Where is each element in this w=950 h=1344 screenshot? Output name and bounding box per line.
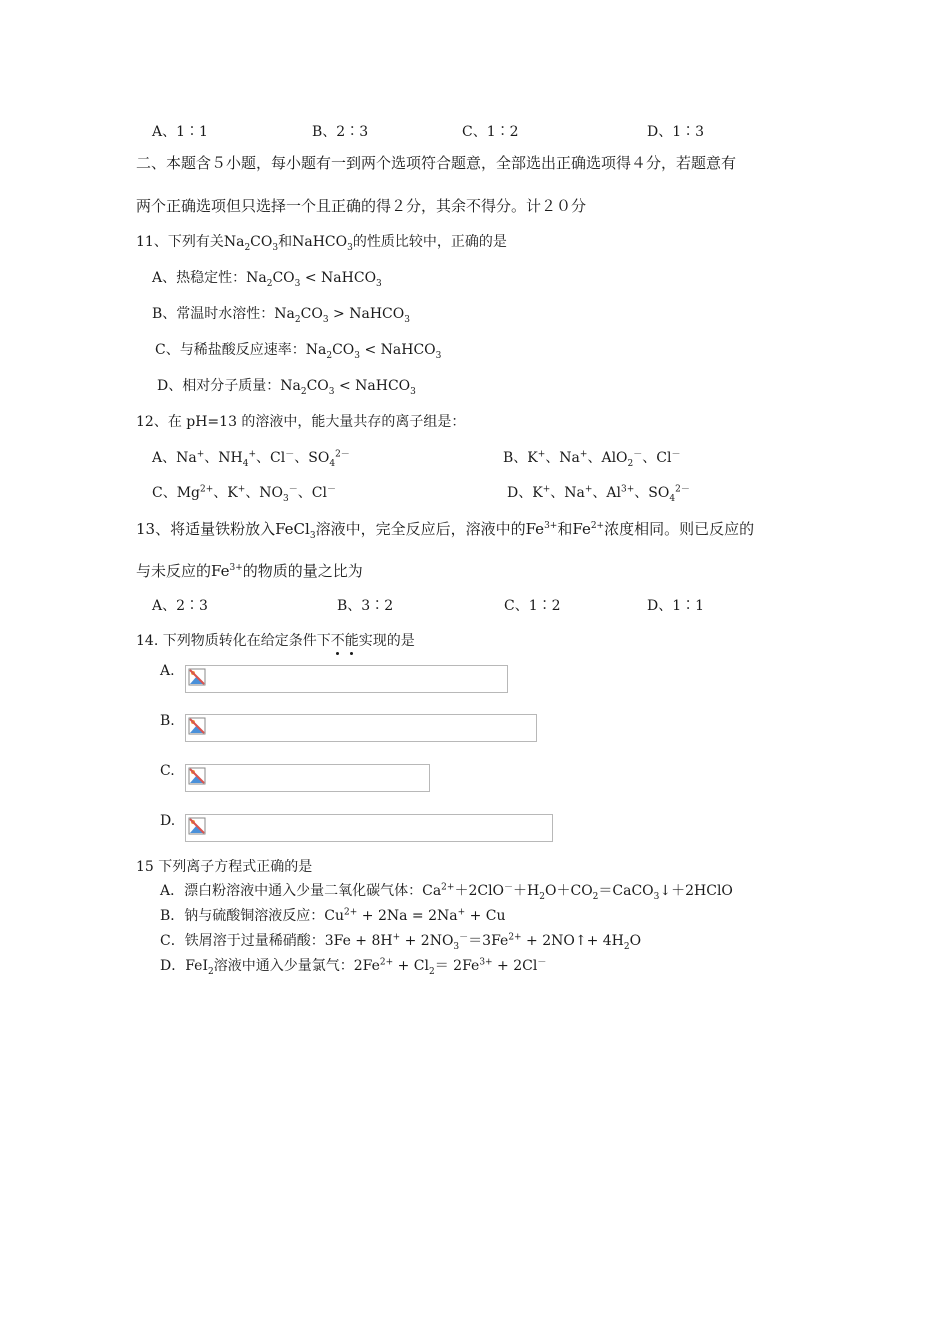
q11-option-c: C、与稀盐酸反应速率：$Na_2CO_3$ < NaHCO$_3$ xyxy=(155,342,442,361)
q13-option-a: A、2∶3 xyxy=(152,598,208,614)
q12-option-d-label: D、 xyxy=(507,485,533,501)
section2-line2: 两个正确选项但只选择一个且正确的得２分，其余不得分。计２０分 xyxy=(136,197,587,215)
q11-lt: < xyxy=(360,342,381,358)
broken-image-icon xyxy=(188,767,206,785)
q13-option-c: C、1∶2 xyxy=(504,598,561,614)
q13-option-b: B、3∶2 xyxy=(337,598,394,614)
q13-stem1-d: 浓度相同。则已反应的 xyxy=(604,520,755,538)
q10-option-c: C、1∶2 xyxy=(462,124,519,140)
q14-option-a-label: A. xyxy=(160,663,175,679)
q11-option-a: A、热稳定性：$Na_2CO_3$ < NaHCO$_3$ xyxy=(152,270,382,289)
q10-option-b: B、2∶3 xyxy=(312,124,369,140)
q10-option-a: A、1∶1 xyxy=(152,124,208,140)
q13-stem1-b: 溶液中，完全反应后，溶液中的 xyxy=(315,520,526,538)
q15-option-d: D．FeI$_2$溶液中通入少量氯气：$2Fe^{2+} + Cl_2= 2Fe^{3+} + 2Cl^-$ xyxy=(160,957,547,977)
q11-stem-text-c: 的性质比较中，正确的是 xyxy=(352,234,507,250)
q11-option-d-label: D、相对分子质量： xyxy=(157,378,281,394)
q12-option-b: B、K+、Na+、AlO$_2$－、Cl－ xyxy=(503,449,681,469)
q11-gt: > xyxy=(328,306,350,322)
q15-option-c-label: C．铁屑溶于过量稀硝酸： xyxy=(160,933,325,949)
q11-stem: 11、下列有关$Na_2CO_3$和NaHCO$_3$的性质比较中，正确的是 xyxy=(136,234,507,253)
q12-option-c: C、$Mg^{2+}$、K+、$NO_3^-$、Cl－ xyxy=(152,484,337,504)
q11-stem-text-a: 11、下列有关 xyxy=(136,234,224,250)
q14-option-b-label: B. xyxy=(160,713,175,729)
q13-stem-line1: 13、将适量铁粉放入FeCl$_3$溶液中，完全反应后，溶液中的$Fe^{3+}$和$Fe^{2+}$浓度相同。则已反应的 xyxy=(136,520,755,541)
q11-lt: < xyxy=(300,270,322,286)
q15-option-a-label: A．漂白粉溶液中通入少量二氧化碳气体： xyxy=(160,883,423,899)
q15-option-b-label: B．钠与硫酸铜溶液反应： xyxy=(160,908,325,924)
q11-option-c-label: C、与稀盐酸反应速率： xyxy=(155,342,306,358)
q14-option-b-image xyxy=(185,714,537,742)
q13-stem1-a: 13、将适量铁粉放入 xyxy=(136,520,276,538)
q14-stem xyxy=(136,631,415,651)
q13-stem1-c: 和 xyxy=(557,520,573,538)
q10-option-d: D、1∶3 xyxy=(647,124,705,140)
q11-option-b-label: B、常温时水溶性： xyxy=(152,306,275,322)
broken-image-icon xyxy=(188,717,206,735)
q14-option-c-label: C. xyxy=(160,763,175,779)
q15-option-d-label: D． xyxy=(160,958,186,974)
q14-option-d-image xyxy=(185,814,553,842)
q11-option-b: B、常温时水溶性：$Na_2CO_3$ > NaHCO$_3$ xyxy=(152,306,410,325)
q14-option-d-label: D. xyxy=(160,813,176,829)
q11-option-d: D、相对分子质量：$Na_2CO_3$ < NaHCO$_3$ xyxy=(157,378,416,397)
q13-option-d: D、1∶1 xyxy=(647,598,705,614)
q11-option-a-label: A、热稳定性： xyxy=(152,270,247,286)
broken-image-icon xyxy=(188,817,206,835)
q12-stem: 12、在 pH=13 的溶液中，能大量共存的离子组是： xyxy=(136,414,466,430)
q14-option-a-image xyxy=(185,665,508,693)
q13-stem2-b: 的物质的量之比为 xyxy=(242,562,363,580)
q11-lt: < xyxy=(334,378,356,394)
section2-line1: 二、本题含５小题，每小题有一到两个选项符合题意，全部选出正确选项得４分，若题意有 xyxy=(136,154,737,172)
q11-stem-text-b: 和 xyxy=(278,234,293,250)
q14-stem-not: 不能 xyxy=(330,633,359,649)
q12-option-b-label: B、 xyxy=(503,450,528,466)
q12-option-a: A、Na+、$NH_4^+$、Cl－、$SO_4^{2-}$ xyxy=(152,449,350,469)
q14-option-c-image xyxy=(185,764,430,792)
q15-stem: 15 下列离子方程式正确的是 xyxy=(136,859,313,875)
q12-option-d: D、K+、Na+、$Al^{3+}$、$SO_4^{2-}$ xyxy=(507,484,690,504)
q12-option-c-label: C、 xyxy=(152,485,177,501)
q15-option-a: A．漂白粉溶液中通入少量二氧化碳气体：$Ca^{2+}+2ClO^-+H_2O+CO_2=CaCO_3↓+2HClO$ xyxy=(160,882,733,902)
q13-stem2-a: 与未反应的 xyxy=(136,562,212,580)
q14-stem-a: 14. 下列物质转化在给定条件下 xyxy=(136,633,331,649)
q12-option-a-label: A、 xyxy=(152,450,177,466)
q13-stem-line2: 与未反应的$Fe^{3+}$的物质的量之比为 xyxy=(136,562,363,580)
broken-image-icon xyxy=(188,668,206,686)
q15-option-b: B．钠与硫酸铜溶液反应：$Cu^{2+} + 2Na = 2Na^+ + Cu$ xyxy=(160,907,506,924)
q14-stem-b: 实现的是 xyxy=(358,633,415,649)
q15-option-d-label2: 溶液中通入少量氯气： xyxy=(213,958,354,974)
q15-option-c: C．铁屑溶于过量稀硝酸：$3Fe + 8H^+ + 2NO_3^-=3Fe^{2+}$ + 2NO↑+ $4H_2O$ xyxy=(160,932,642,952)
